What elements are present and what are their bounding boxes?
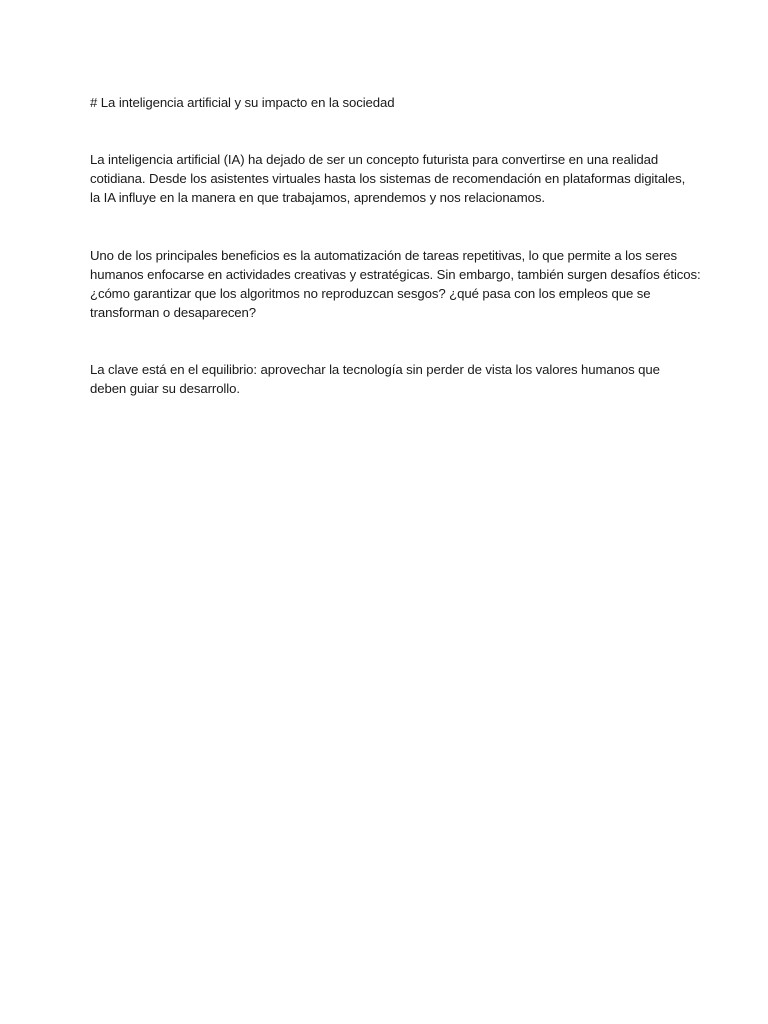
paragraph-line: cotidiana. Desde los asistentes virtuales hasta los sistemas de recomendación en plataformas digitales,: [90, 171, 686, 186]
heading-text: # La inteligencia artificial y su impacto en la sociedad: [90, 95, 395, 110]
paragraph-1: [90, 150, 690, 207]
paragraph-3: [90, 360, 690, 398]
paragraph-2: [90, 246, 701, 322]
document-heading: [90, 93, 690, 112]
paragraph-line: transforman o desaparecen?: [90, 305, 257, 320]
paragraph-line: humanos enfocarse en actividades creativas y estratégicas. Sin embargo, también surgen desafíos éticos:: [90, 267, 701, 282]
paragraph-line: Uno de los principales beneficios es la automatización de tareas repetitivas, lo que permite a los seres: [90, 248, 678, 263]
paragraph-line: La clave está en el equilibrio: aprovechar la tecnología sin perder de vista los valores humanos que: [90, 362, 660, 377]
paragraph-line: ¿cómo garantizar que los algoritmos no reproduzcan sesgos? ¿qué pasa con los empleos que se: [90, 286, 651, 301]
paragraph-line: La inteligencia artificial (IA) ha dejado de ser un concepto futurista para convertirse en una realidad: [90, 152, 659, 167]
paragraph-line: deben guiar su desarrollo.: [90, 381, 240, 396]
paragraph-line: la IA influye en la manera en que trabajamos, aprendemos y nos relacionamos.: [90, 190, 545, 205]
